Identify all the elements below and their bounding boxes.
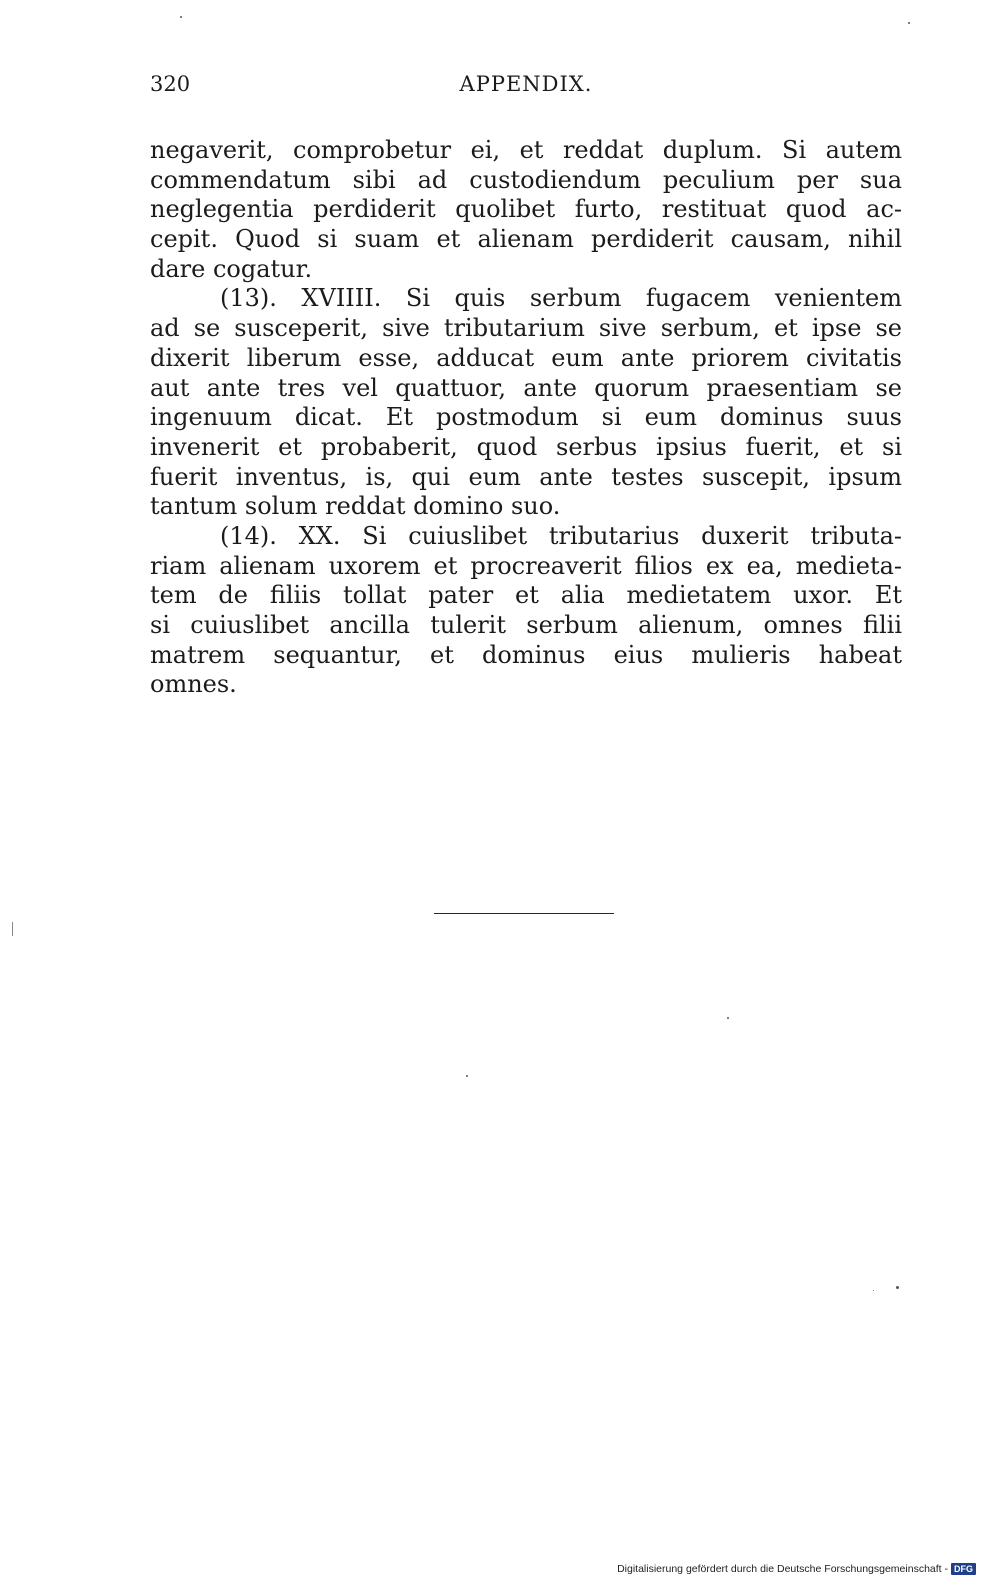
text-line: matrem sequantur, et dominus eius mulieris habeat [150, 640, 902, 669]
text-line: neglegentia perdiderit quolibet furto, restituat quod ac- [150, 195, 902, 224]
section-divider [434, 913, 614, 914]
scan-speck [12, 922, 13, 936]
digitization-credit [617, 1563, 976, 1575]
text-line: (14). XX. Si cuiuslibet tributarius duxerit tributa- [220, 521, 902, 550]
text-line: riam alienam uxorem et procreaverit filios ex ea, medieta- [150, 551, 902, 580]
text-line: ingenuum dicat. Et postmodum si eum dominus suus [150, 403, 902, 432]
text-line: si cuiuslibet ancilla tulerit serbum alienum, omnes filii [150, 611, 902, 639]
scan-speck [896, 1286, 899, 1289]
text-line: ad se susceperit, sive tributarium sive serbum, et ipse se [150, 314, 902, 343]
text-line: commendatum sibi ad custodiendum peculium per sua [150, 165, 902, 194]
running-title: APPENDIX. [459, 72, 593, 96]
page-number: 320 [150, 72, 191, 96]
text-line: cepit. Quod si suam et alienam perdiderit causam, nihil [150, 225, 902, 254]
text-line: tem de filiis tollat pater et alia medietatem uxor. Et [150, 581, 902, 610]
dfg-logo-icon: DFG [951, 1563, 976, 1575]
text-line: omnes. [150, 670, 237, 699]
text-line: (13). XVIIII. Si quis serbum fugacem venientem [220, 284, 902, 313]
scan-speck [727, 1017, 729, 1019]
scan-speck [466, 1075, 468, 1077]
body-text [150, 136, 902, 700]
scan-speck [180, 16, 182, 18]
scan-speck [873, 1290, 874, 1291]
text-line: dare cogatur. [150, 254, 313, 283]
credit-text: Digitalisierung gefördert durch die Deutsche Forschungsgemeinschaft - [617, 1563, 948, 1575]
text-line: aut ante tres vel quattuor, ante quorum praesentiam se [150, 373, 902, 402]
text-line: fuerit inventus, is, qui eum ante testes suscepit, ipsum [150, 462, 902, 491]
scan-speck [908, 22, 910, 24]
text-line: invenerit et probaberit, quod serbus ipsius fuerit, et si [150, 432, 902, 461]
text-line: negaverit, comprobetur ei, et reddat duplum. Si autem [150, 136, 902, 164]
text-line: tantum solum reddat domino suo. [150, 492, 561, 521]
text-line: dixerit liberum esse, adducat eum ante priorem civitatis [150, 343, 902, 372]
running-head [150, 72, 902, 104]
